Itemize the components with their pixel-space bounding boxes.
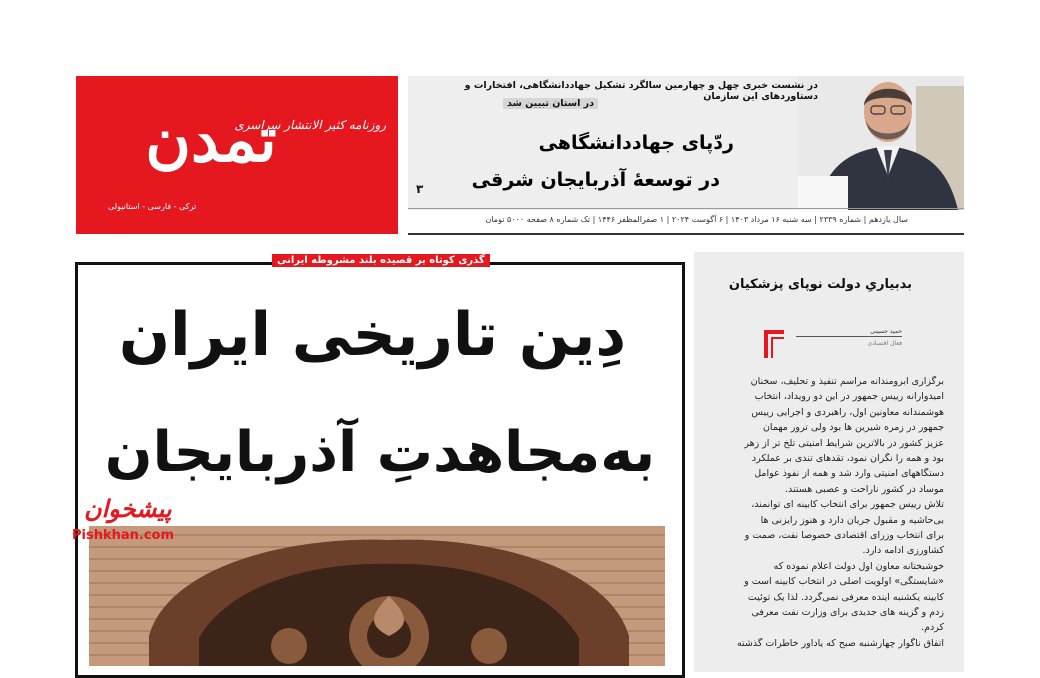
editorial-body-line: عزیز کشور در بالاترین شرایط امنیتی تلخ تر از زهر (744, 437, 944, 449)
editorial-body-line: کشاورزی ادامه دارد. (862, 545, 944, 557)
watermark-logo-text: پیشخوان (84, 494, 172, 523)
top-story-headline-line2[interactable]: در توسعهٔ آذربایجان شرقی (471, 169, 720, 191)
editorial-body-line: برگزاری آبرومندانه مراسم تنفیذ و تحلیف، سخنان (750, 376, 944, 387)
interviewee-photo (798, 76, 964, 210)
author-divider (796, 336, 902, 337)
main-story-photo (89, 526, 665, 666)
masthead-title: تمدن (145, 103, 277, 176)
top-story-intro: در نشست خبری چهل و چهارمین سالگرد تشکیل جهاددانشگاهی، افتخارات و دستاوردهای این سازمان (464, 80, 818, 102)
editorial-body-line: «شایستگی» اولویت اصلی در انتخاب کابینه است و (744, 576, 944, 588)
editorial-body-line: هوشمندانه معاونین اول، راهبردی و اجرایی رییس (751, 406, 944, 418)
top-story-page-number: ۳ (416, 182, 424, 196)
editorial-body-line: زدم و گزینه های جدیدی برای وزارت نفت معرفی (751, 607, 944, 618)
editorial-body-line: امیدوارانه رییس جمهور در این دو رویداد، انتخاب (754, 391, 944, 403)
editorial-title[interactable]: بدبیاریِ دولت نوپای پزشکیان (728, 277, 912, 292)
portrait-illustration (798, 76, 964, 210)
editorial-body-line: بی‌حاشیه و مقبول جریان دارد و هنوز رایزنی ها (760, 514, 944, 526)
editorial-body-line: اتفاق ناگوار چهارشنبه صبح که یادآور خاطرات گذشته (736, 637, 944, 649)
main-headline-line2[interactable]: به‌مجاهدتِ آذربایجان (104, 420, 656, 485)
editorial-body-line: خوشبختانه معاون اول دولت اعلام نموده که (773, 560, 944, 572)
watermark-url[interactable]: Pishkhan.com (72, 528, 175, 543)
newspaper-masthead (76, 76, 398, 234)
red-corner-bracket-icon (764, 330, 786, 360)
arched-window-illustration (89, 526, 665, 666)
masthead-languages: ترکی - فارسی - استانبولی (108, 202, 197, 211)
top-story-box (408, 76, 964, 210)
author-name: حمید حسینی (870, 328, 902, 335)
top-story-intro-highlight: در استان تبیین شد (503, 98, 598, 109)
issue-info-text: سال یازدهم | شماره ۲۳۳۹ | سه شنبه ۱۶ مرداد ۱۴۰۳ | ۶ آگوست ۲۰۲۴ | ۱ صفرالمظفر ۱۴۴۶ | تک شماره ۸ صفحه ۵۰۰۰ تومان (485, 215, 908, 224)
main-story-kicker: گذری کوتاه بر قصیده بلند مشروطه ایرانی (272, 254, 490, 267)
author-role: فعال اقتصادی (867, 340, 902, 347)
editorial-body-line: بود و همه را نگران نمود، تقدهای تندی بر عملکرد (751, 453, 944, 464)
editorial-body-line: کردم. (921, 622, 944, 634)
masthead-tagline: روزنامه کثیر الانتشار سراسری (234, 118, 386, 132)
editorial-body-line: کابینه یکشنبه آینده معرفی نمی‌گردد. لذا یک توئیت (747, 591, 944, 603)
issue-info-bar (408, 208, 964, 235)
editorial-column (694, 252, 964, 672)
main-headline-line1[interactable]: دِین تاریخی ایران (118, 300, 627, 370)
editorial-body-line: دستگاههای امنیتی وارد شد و همه از نفوذ عوامل (754, 468, 944, 480)
editorial-body-line: جمهور در زمره شیرین ها بود ولی ترور مهمان (762, 422, 944, 434)
top-story-headline-line1[interactable]: ردّپای جهاددانشگاهی (538, 132, 734, 154)
editorial-body-line: برای انتخاب وزرای اقتصادی خصوصا نفت، صمت و (744, 530, 944, 541)
editorial-body-line: موساد در کشور ناراحت و عصبی هستند. (785, 483, 944, 495)
editorial-body-line: تلاش رییس جمهور برای انتخاب کابینه ای توانمند، (751, 499, 944, 511)
